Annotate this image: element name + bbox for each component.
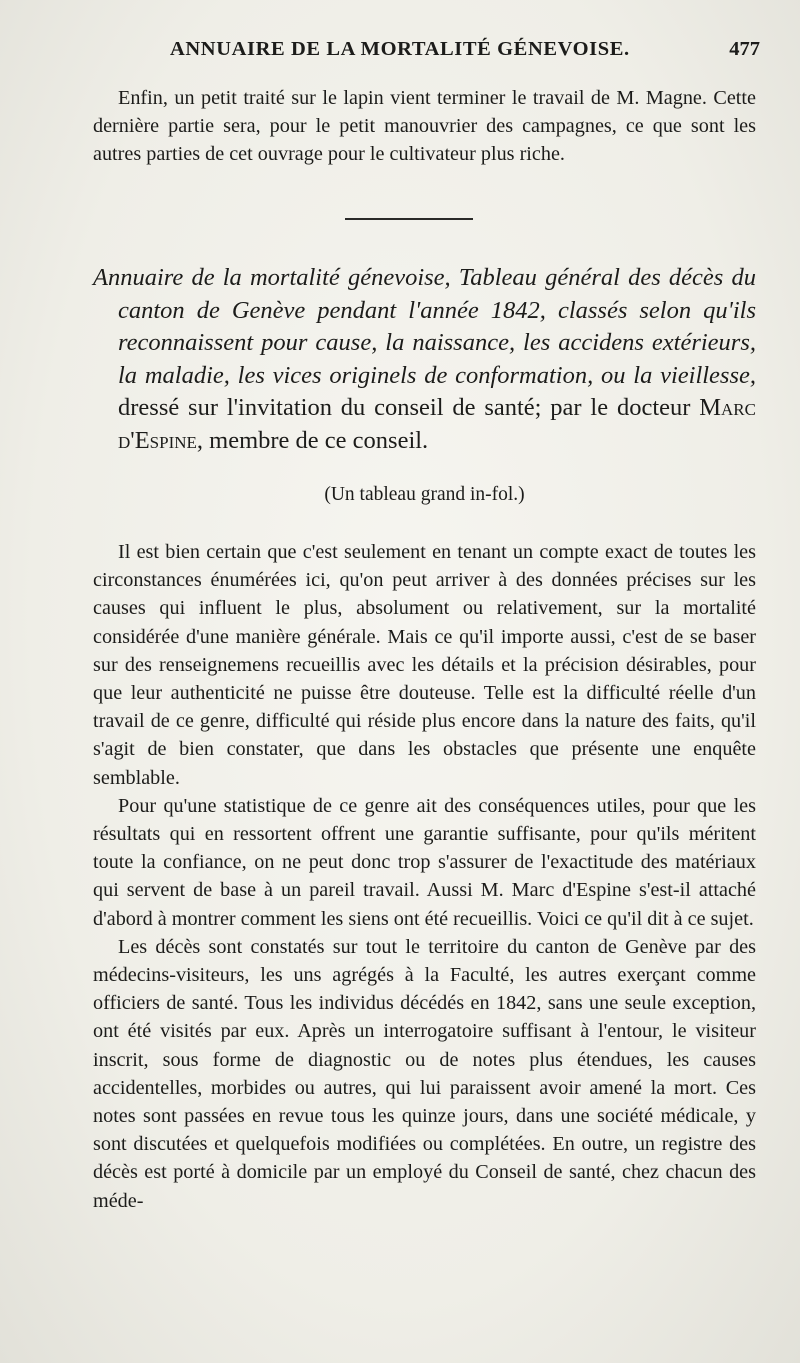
body-paragraph: Les décès sont constatés sur tout le territoire du canton de Genève par des médecins-visiteurs, les uns agrégés à la Faculté, les autres exerçant comme officiers de santé. Tous les individus décédés en 1842, sans une seule exception, ont été visités par eux. Après un interrogatoire suffisant à l'entour, le visiteur inscrit, sous forme de diagnostic ou de notes plus étendues, les causes accidentelles, morbides ou autres, qui lui paraissent avoir amené la mort. Ces notes sont passées en revue tous les quinze jours, dans une société médicale, y sont discutées et quelquefois modifiées ou complétées. En outre, un registre des décès est porté à domicile par un employé du Conseil de santé, chez chacun des méde- bbox=[93, 935, 756, 1212]
body-section bbox=[93, 538, 756, 1215]
page-number: 477 bbox=[729, 38, 760, 60]
section-divider bbox=[345, 218, 473, 220]
intro-section bbox=[93, 84, 756, 169]
review-title-italic: Annuaire de la mortalité génevoise, Tableau général des décès du canton de Genève pendant l'année 1842, classés selon qu'ils reconnaissent pour cause, la naissance, les accidens extérieurs, la maladie, les vices originels de conformation, ou la vieillesse, bbox=[93, 264, 756, 389]
body-paragraph: Il est bien certain que c'est seulement en tenant un compte exact de toutes les circonstances énumérées ici, qu'on peut arriver à des données précises sur les causes qui influent le plus, absolument ou relativement, sur la mortalité considérée d'une manière générale. Mais ce qu'il importe aussi, c'est de se baser sur des renseignemens recueillis avec les détails et la précision désirables, pour que leur authenticité ne puisse être douteuse. Telle est la difficulté réelle d'un travail de ce genre, difficulté qui réside plus encore dans la nature des faits, qu'il s'agit de bien constater, que dans les obstacles que présente une enquête semblable. bbox=[93, 541, 756, 789]
running-title: ANNUAIRE DE LA MORTALITÉ GÉNEVOISE. bbox=[170, 38, 630, 60]
review-heading bbox=[93, 262, 756, 457]
intro-paragraph: Enfin, un petit traité sur le lapin vient terminer le travail de M. Magne. Cette dernière partie sera, pour le petit manouvrier des campagnes, ce que sont les autres parties de cet ouvrage pour le cultivateur plus riche. bbox=[93, 87, 756, 166]
review-title-end: , membre de ce conseil. bbox=[196, 426, 429, 454]
review-format-note: (Un tableau grand in-fol.) bbox=[324, 484, 525, 505]
page-header bbox=[170, 38, 760, 68]
body-paragraph: Pour qu'une statistique de ce genre ait des conséquences utiles, pour que les résultats qui en ressortent offrent une garantie suffisante, pour qu'ils méritent toute la confiance, on ne peut donc trop s'assurer de l'exactitude des matériaux qui servent de base à un pareil travail. Aussi M. Marc d'Espine s'est-il attaché d'abord à montrer comment les siens ont été recueillis. Voici ce qu'il dit à ce sujet. bbox=[93, 794, 756, 930]
review-title-roman: dressé sur l'invitation du conseil de santé; par le docteur bbox=[118, 394, 700, 421]
review-author: Marc d'Espine bbox=[118, 394, 756, 454]
review-heading-text bbox=[93, 262, 756, 457]
